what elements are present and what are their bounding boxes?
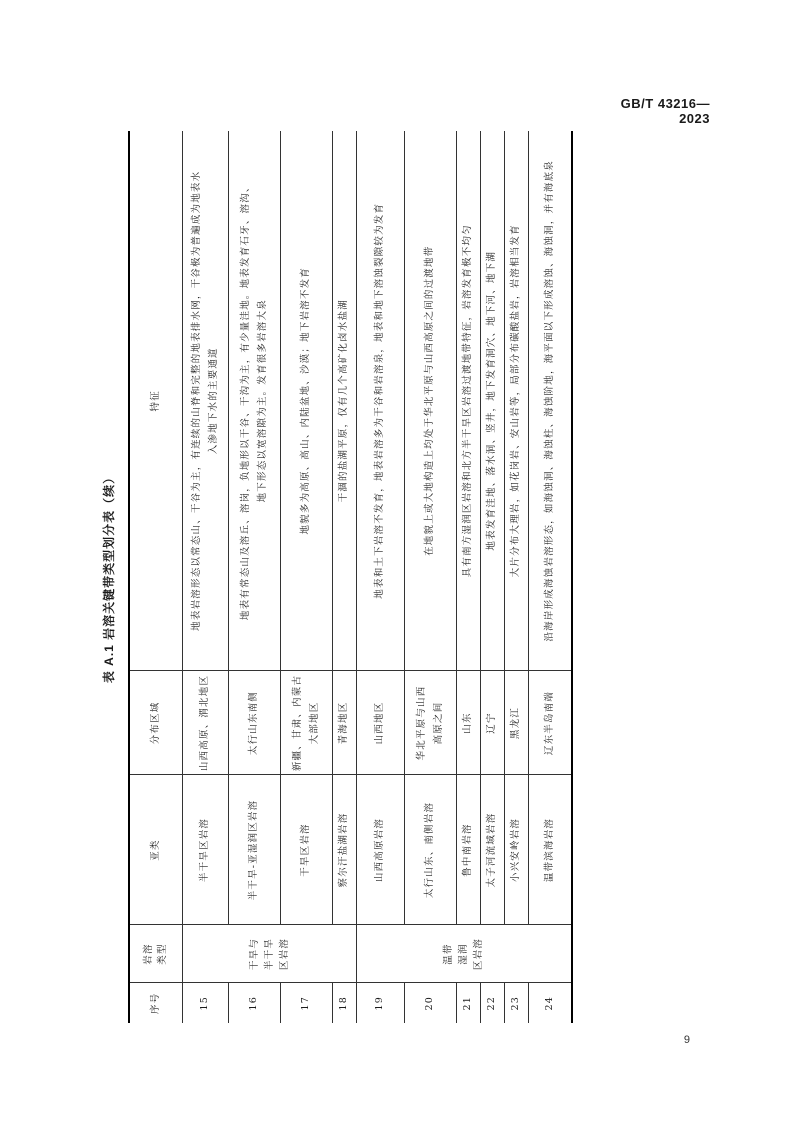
region-cell: 新疆、甘肃、内蒙古 大部地区 bbox=[281, 671, 333, 775]
table-row bbox=[529, 131, 572, 1023]
features-cell: 地表有常态山及溶丘、溶岗，负地形以干谷、干沟为主，有少量洼地。地表发育石牙、溶沟、 地下形态以宽溶隙为主。发育很多岩溶大泉 bbox=[229, 131, 281, 671]
features-cell: 地貌多为高原、高山、内陆盆地、沙漠；地下岩溶不发育 bbox=[281, 131, 333, 671]
table-row bbox=[405, 131, 457, 1023]
subtype-cell: 半干旱区岩溶 bbox=[183, 775, 229, 925]
subtype-cell: 太行山东、南侧岩溶 bbox=[405, 775, 457, 925]
region-cell: 黑龙江 bbox=[505, 671, 529, 775]
features-cell: 地表岩溶形态以常态山、干谷为主，有连续的山脊和完整的地表排水网，干谷极为普遍成为地表水 入渗地下水的主要通道 bbox=[183, 131, 229, 671]
seq-cell: 21 bbox=[457, 983, 481, 1023]
table-row bbox=[281, 131, 333, 1023]
seq-cell: 19 bbox=[357, 983, 405, 1023]
seq-cell: 16 bbox=[229, 983, 281, 1023]
region-cell: 山西高原、渭北地区 bbox=[183, 671, 229, 775]
table-row bbox=[333, 131, 357, 1023]
subtype-cell: 小兴安岭岩溶 bbox=[505, 775, 529, 925]
subtype-cell: 太子河流域岩溶 bbox=[481, 775, 505, 925]
col-header-seq: 序号 bbox=[129, 983, 183, 1023]
features-cell: 干涸的盐湖平原，仅有几个高矿化卤水盐湖 bbox=[333, 131, 357, 671]
type-cell-temperate: 温带 湿润 区岩溶 bbox=[357, 925, 572, 983]
rotated-table-block bbox=[96, 131, 555, 1023]
table-row bbox=[357, 131, 405, 1023]
region-cell: 华北平原与山西 高原之间 bbox=[405, 671, 457, 775]
subtype-cell: 察尔汗盐湖岩溶 bbox=[333, 775, 357, 925]
subtype-cell: 半干旱-亚湿润区岩溶 bbox=[229, 775, 281, 925]
features-cell: 地表和土下岩溶不发育，地表岩溶多为干谷和岩溶泉，地表和地下溶蚀裂隙较为发育 bbox=[357, 131, 405, 671]
features-cell: 沿海岸形成海蚀岩溶形态，如海蚀洞、海蚀柱、海蚀阶地，海平面以下形成溶蚀、海蚀洞，并有海底泉 bbox=[529, 131, 572, 671]
col-header-features: 特征 bbox=[129, 131, 183, 671]
table-row bbox=[505, 131, 529, 1023]
seq-cell: 15 bbox=[183, 983, 229, 1023]
subtype-cell: 温带滨海岩溶 bbox=[529, 775, 572, 925]
col-header-type: 岩溶 类型 bbox=[129, 925, 183, 983]
region-cell: 太行山东南侧 bbox=[229, 671, 281, 775]
subtype-cell: 鲁中南岩溶 bbox=[457, 775, 481, 925]
features-cell: 地表发育洼地、落水洞、竖井，地下发育洞穴、地下河、地下湖 bbox=[481, 131, 505, 671]
col-header-subtype: 亚类 bbox=[129, 775, 183, 925]
seq-cell: 17 bbox=[281, 983, 333, 1023]
page-number: 9 bbox=[683, 1034, 690, 1046]
table-row bbox=[481, 131, 505, 1023]
table-header-row bbox=[129, 131, 183, 1023]
standard-code: GB/T 43216—2023 bbox=[620, 96, 710, 126]
region-cell: 辽东半岛南端 bbox=[529, 671, 572, 775]
features-cell: 大片分布大理岩，如花岗岩、安山岩等，局部分布碳酸盐岩，岩溶相当发育 bbox=[505, 131, 529, 671]
table-row bbox=[229, 131, 281, 1023]
features-cell: 在地貌上或大地构造上均处于华北平原与山西高原之间的过渡地带 bbox=[405, 131, 457, 671]
seq-cell: 20 bbox=[405, 983, 457, 1023]
seq-cell: 22 bbox=[481, 983, 505, 1023]
col-header-region: 分布区域 bbox=[129, 671, 183, 775]
table-row bbox=[183, 131, 229, 1023]
table-row bbox=[457, 131, 481, 1023]
region-cell: 辽宁 bbox=[481, 671, 505, 775]
region-cell: 青海地区 bbox=[333, 671, 357, 775]
karst-type-table bbox=[128, 131, 573, 1023]
seq-cell: 24 bbox=[529, 983, 572, 1023]
features-cell: 具有南方湿润区岩溶和北方半干旱区岩溶过渡地带特征，岩溶发育极不均匀 bbox=[457, 131, 481, 671]
seq-cell: 23 bbox=[505, 983, 529, 1023]
table-caption: 表 A.1 岩溶关键带类型划分表（续） bbox=[102, 470, 116, 684]
region-cell: 山东 bbox=[457, 671, 481, 775]
seq-cell: 18 bbox=[333, 983, 357, 1023]
type-cell-arid: 干旱与 半干旱 区岩溶 bbox=[183, 925, 357, 983]
region-cell: 山西地区 bbox=[357, 671, 405, 775]
subtype-cell: 山西高原岩溶 bbox=[357, 775, 405, 925]
subtype-cell: 干旱区岩溶 bbox=[281, 775, 333, 925]
